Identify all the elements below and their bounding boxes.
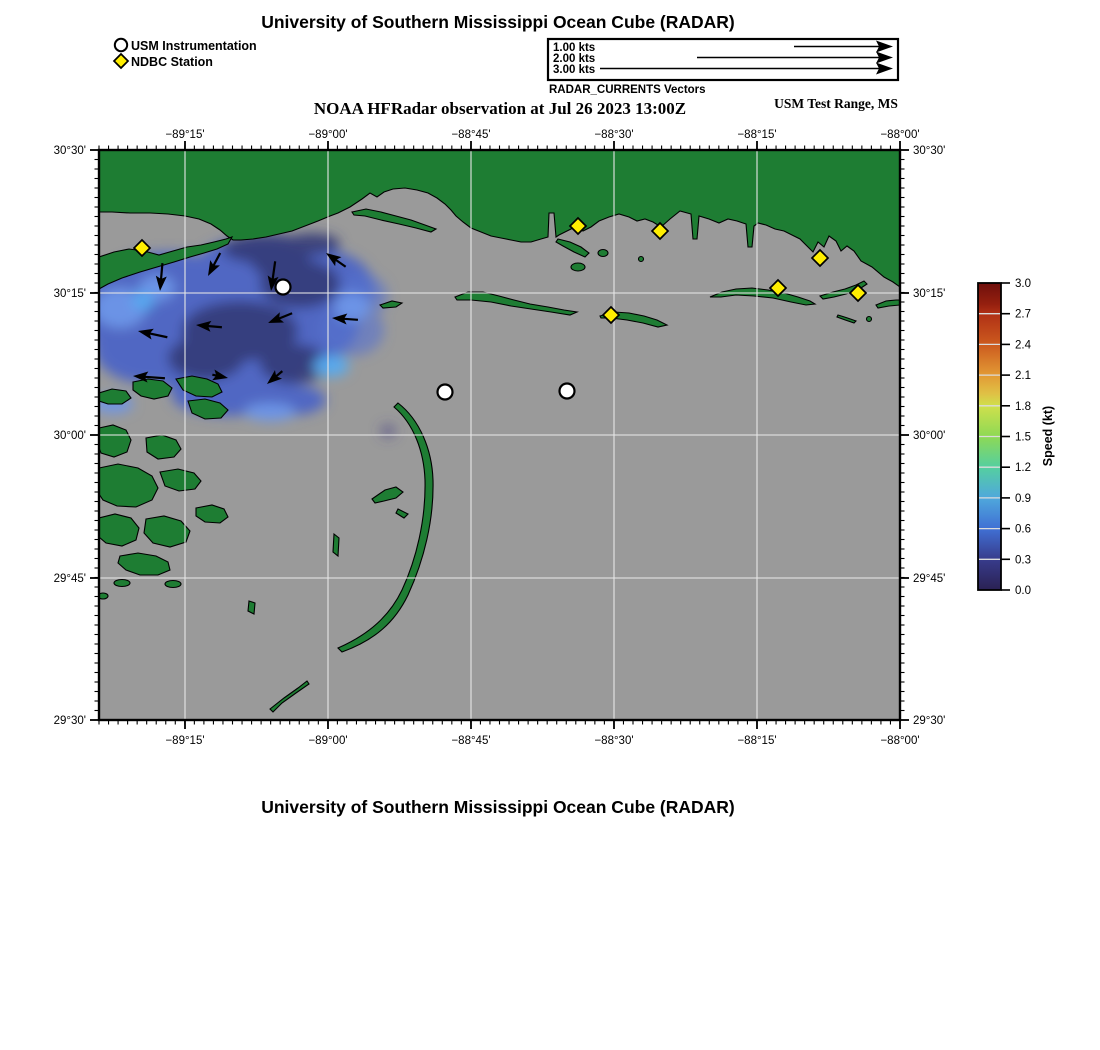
colorbar-tick-label: 2.4 [1015,339,1031,352]
vector-scale-caption: RADAR_CURRENTS Vectors [549,84,706,96]
colorbar-tick-label: 1.2 [1015,462,1031,475]
usm-station-marker [560,384,575,399]
x-axis-label-bottom: −88°45' [451,735,491,747]
x-axis-label-bottom: −89°15' [165,735,205,747]
colorbar-tick-label: 1.5 [1015,431,1031,444]
y-axis-label-right: 29°30' [913,715,946,727]
usm-instrumentation-icon [115,39,127,51]
y-axis-label-left: 29°30' [53,715,86,727]
usm-station-marker [438,385,453,400]
colorbar-tick-label: 1.8 [1015,400,1031,413]
x-axis-label-bottom: −88°30' [594,735,634,747]
observation-subtitle: NOAA HFRadar observation at Jul 26 2023 13:00Z [313,99,687,118]
y-axis-label-right: 30°30' [913,145,946,157]
colorbar-tick-label: 2.1 [1015,370,1031,383]
vector-scale-box [548,39,898,80]
y-axis-label-left: 29°45' [53,573,86,585]
scale-3kt-label: 3.00 kts [553,64,596,76]
x-axis-label-top: −88°30' [594,129,634,141]
scale-2kt-label: 2.00 kts [553,53,596,65]
x-axis-label-top: −88°00' [880,129,920,141]
colorbar-tick-label: 0.0 [1015,585,1031,597]
y-axis-label-right: 30°15' [913,288,946,300]
x-axis-label-bottom: −88°00' [880,735,920,747]
colorbar-tick-label: 0.9 [1015,492,1031,505]
usm-legend-label: USM Instrumentation [131,39,257,53]
test-range-label: USM Test Range, MS [774,96,898,111]
x-axis-label-bottom: −89°00' [308,735,348,747]
colorbar-tick-label: 0.6 [1015,523,1031,536]
colorbar-tick-label: 3.0 [1015,278,1031,290]
marker-legend [114,39,257,69]
colorbar-tick-label: 2.7 [1015,308,1031,321]
y-axis-label-right: 29°45' [913,573,946,585]
y-axis-label-left: 30°00' [53,430,86,442]
y-axis-label-left: 30°15' [53,288,86,300]
x-axis-label-bottom: −88°15' [737,735,777,747]
x-axis-label-top: −88°15' [737,129,777,141]
page-title: University of Southern Mississippi Ocean Cube (RADAR) [261,12,735,32]
colorbar-ticks [1001,278,1032,597]
x-axis-label-top: −89°00' [308,129,348,141]
footer-title: University of Southern Mississippi Ocean Cube (RADAR) [261,797,735,817]
colorbar [978,278,1055,597]
colorbar-tick-label: 0.3 [1015,554,1031,567]
colorbar-axis-label: Speed (kt) [1041,405,1055,467]
scale-1kt-label: 1.00 kts [553,42,596,54]
ndbc-legend-label: NDBC Station [131,55,213,69]
y-axis-label-left: 30°30' [53,145,86,157]
y-axis-label-right: 30°00' [913,430,946,442]
x-axis-label-top: −88°45' [451,129,491,141]
usm-station-marker [276,280,291,295]
x-axis-label-top: −89°15' [165,129,205,141]
ndbc-station-icon [114,54,128,68]
